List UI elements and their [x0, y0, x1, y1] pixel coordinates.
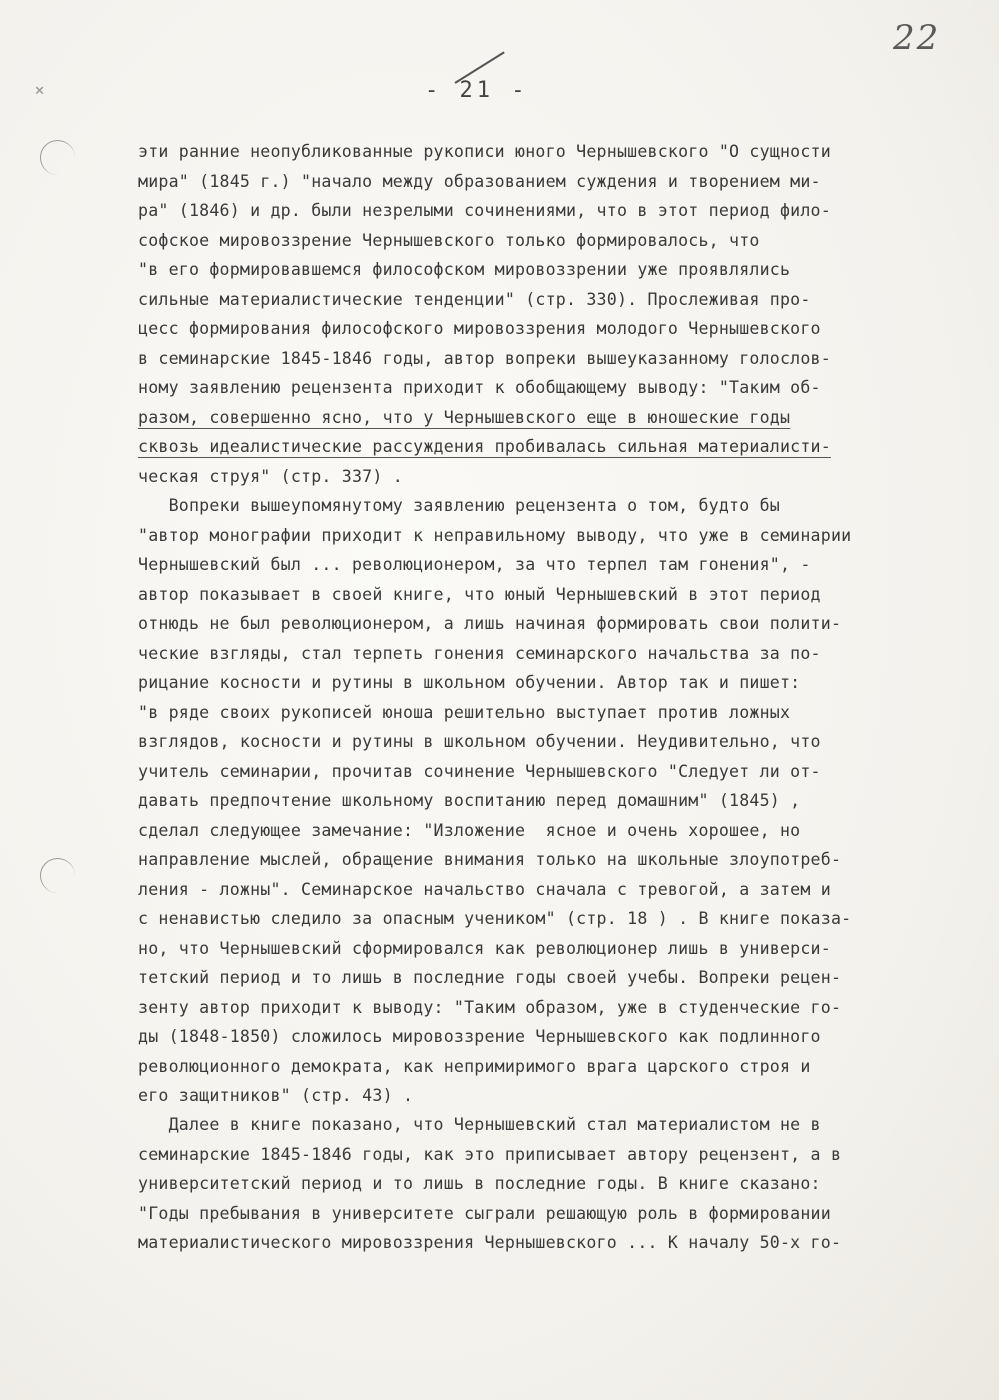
text-line: "Годы пребывания в университете сыграли решающую роль в формировании — [138, 1203, 831, 1223]
text-line: Далее в книге показано, что Чернышевский стал материалистом не в — [138, 1115, 821, 1134]
text-line-underlined: сквозь идеалистические рассуждения пробивалась сильная материалисти- — [138, 437, 831, 456]
paragraph-2 — [138, 491, 968, 1111]
text-line: Чернышевский был ... революционером, за что терпел там гонения", - — [138, 555, 811, 574]
text-line: софское мировоззрение Чернышевского только формировалось, что — [138, 230, 760, 250]
text-line: ному заявлению рецензента приходит к обобщающему выводу: "Таким об- — [138, 378, 821, 397]
margin-mark: + — [28, 79, 51, 102]
text-line: сильные материалистические тенденции" (стр. 330). Прослеживая про- — [138, 289, 811, 309]
text-line: взглядов, косности и рутины в школьном обучении. Неудивительно, что — [138, 732, 821, 751]
text-line: цесс формирования философского мировоззрения молодого Чернышевского — [138, 319, 821, 338]
punch-hole-bottom — [40, 858, 75, 893]
text-line: эти ранние неопубликованные рукописи юного Чернышевского "О сущности — [138, 142, 831, 161]
paragraph-3 — [138, 1110, 968, 1258]
text-line: революционного демократа, как непримиримого врага царского строя и — [138, 1056, 811, 1076]
punch-hole-top — [40, 140, 75, 175]
text-line: отнюдь не был революционером, а лишь начиная формировать свои полити- — [138, 614, 842, 633]
text-line: ческая струя" (стр. 337) . — [138, 466, 403, 486]
text-line: университетский период и то лишь в последние годы. В книге сказано: — [138, 1174, 821, 1193]
text-line: рицание косности и рутины в школьном обучении. Автор так и пишет: — [138, 673, 801, 692]
text-line: направление мыслей, обращение внимания только на школьные злоупотреб- — [138, 850, 842, 869]
text-line: мира" (1845 г.) "начало между образованием суждения и творением ми- — [138, 171, 821, 191]
text-line: учитель семинарии, прочитав сочинение Чернышевского "Следует ли от- — [138, 761, 821, 781]
text-line-underlined: разом, совершенно ясно, что у Чернышевского еще в юношеские годы — [138, 407, 791, 427]
text-line: "автор монографии приходит к неправильному выводу, что уже в семинарии — [138, 525, 852, 545]
text-line: ческие взгляды, стал терпеть гонения семинарского начальства за по- — [138, 643, 821, 663]
page-number — [425, 78, 528, 103]
archive-page-number: 22 — [893, 18, 941, 58]
text-line: автор показывает в своей книге, что юный Чернышевский в этот период — [138, 584, 821, 604]
page-number-text: - 21 - — [425, 78, 529, 103]
text-line: "в его формировавшемся философском мировоззрении уже проявлялись — [138, 260, 791, 279]
text-line: ра" (1846) и др. были незрелыми сочинениями, что в этот период фило- — [138, 201, 831, 220]
text-line: давать предпочтение школьному воспитанию перед домашним" (1845) , — [138, 791, 801, 810]
text-line: зенту автор приходит к выводу: "Таким образом, уже в студенческие го- — [138, 997, 842, 1017]
text-line: ды (1848-1850) сложилось мировоззрение Чернышевского как подлинного — [138, 1027, 821, 1046]
text-line: с ненавистью следило за опасным учеником" (стр. 18 ) . В книге показа- — [138, 909, 852, 928]
text-line: его защитников" (стр. 43) . — [138, 1086, 414, 1105]
text-line: в семинарские 1845-1846 годы, автор вопреки вышеуказанному голослов- — [138, 348, 831, 368]
paragraph-1 — [138, 137, 968, 491]
text-line: тетский период и то лишь в последние годы своей учебы. Вопреки рецен- — [138, 968, 842, 987]
text-line: материалистического мировоззрения Чернышевского ... К началу 50-х го- — [138, 1233, 842, 1252]
text-line: но, что Чернышевский сформировался как революционер лишь в универси- — [138, 938, 831, 958]
text-line: семинарские 1845-1846 годы, как это приписывает автору рецензент, а в — [138, 1144, 842, 1164]
text-line: "в ряде своих рукописей юноша решительно выступает против ложных — [138, 702, 791, 722]
text-line: ления - ложны". Семинарское начальство сначала с тревогой, а затем и — [138, 879, 831, 899]
text-line: сделал следующее замечание: "Изложение ясное и очень хорошее, но — [138, 820, 801, 840]
text-line: Вопреки вышеупомянутому заявлению рецензента о том, будто бы — [138, 496, 780, 515]
